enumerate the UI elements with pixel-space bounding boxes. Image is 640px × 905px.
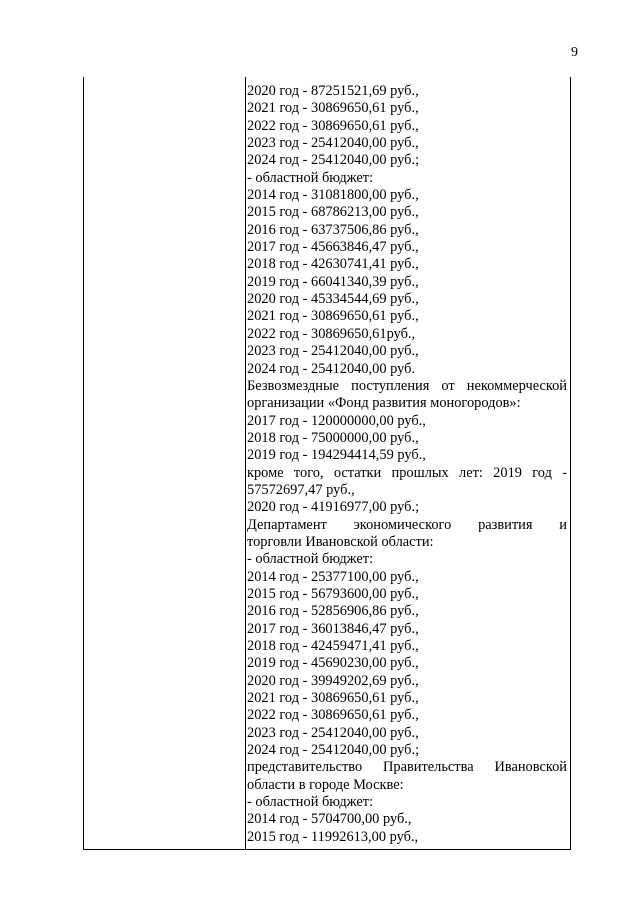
funding-line: 2019 год - 194294414,59 руб., [247, 447, 426, 464]
funding-line: 2023 год - 25412040,00 руб., [247, 724, 419, 741]
table-right-cell [247, 83, 567, 846]
funding-line: организации «Фонд развития моногородов»: [247, 395, 521, 412]
funding-line: 2014 год - 31081800,00 руб., [247, 187, 419, 204]
funding-line: 2019 год - 45690230,00 руб., [247, 655, 419, 672]
funding-line: 2024 год - 25412040,00 руб.; [247, 742, 420, 759]
funding-line: 2017 год - 45663846,47 руб., [247, 239, 419, 256]
column-divider [245, 77, 246, 849]
funding-line: 2022 год - 30869650,61 руб., [247, 707, 419, 724]
funding-line: 2015 год - 68786213,00 руб., [247, 204, 419, 221]
funding-line: 2018 год - 75000000,00 руб., [247, 429, 419, 446]
funding-line: 2018 год - 42630741,41 руб., [247, 256, 419, 273]
funding-line: - областной бюджет: [247, 169, 374, 186]
funding-line: 2023 год - 25412040,00 руб., [247, 343, 419, 360]
funding-line: 2022 год - 30869650,61руб., [247, 325, 416, 342]
funding-line: 2017 год - 36013846,47 руб., [247, 620, 419, 637]
funding-line: 2014 год - 25377100,00 руб., [247, 568, 419, 585]
funding-line: - областной бюджет: [247, 794, 374, 811]
funding-line: - областной бюджет: [247, 551, 374, 568]
funding-line: 2017 год - 120000000,00 руб., [247, 412, 426, 429]
funding-line: 2020 год - 41916977,00 руб.; [247, 499, 420, 516]
funding-line: 2021 год - 30869650,61 руб., [247, 690, 419, 707]
funding-line: представительство Правительства Ивановской [247, 759, 567, 776]
funding-table [83, 77, 571, 850]
funding-line: 2015 год - 11992613,00 руб., [247, 828, 419, 845]
funding-line: 2015 год - 56793600,00 руб., [247, 585, 419, 602]
funding-line: 2022 год - 30869650,61 руб., [247, 117, 419, 134]
funding-line: 2019 год - 66041340,39 руб., [247, 273, 419, 290]
funding-line: 2020 год - 45334544,69 руб., [247, 291, 419, 308]
page-number: 9 [571, 45, 578, 60]
funding-line: 2020 год - 87251521,69 руб., [247, 83, 419, 99]
funding-line: Департамент экономического развития и [247, 516, 567, 533]
funding-line: 2024 год - 25412040,00 руб.; [247, 152, 420, 169]
funding-line: 2016 год - 52856906,86 руб., [247, 603, 419, 620]
funding-line: области в городе Москве: [247, 776, 404, 793]
funding-line: Безвозмездные поступления от некоммерческой [247, 377, 567, 394]
funding-line: 2016 год - 63737506,86 руб., [247, 221, 419, 238]
funding-line: 2021 год - 30869650,61 руб., [247, 100, 419, 117]
table-left-cell [84, 77, 245, 849]
funding-line: 2023 год - 25412040,00 руб., [247, 135, 419, 152]
funding-line: торговли Ивановской области: [247, 533, 434, 550]
funding-line: 2024 год - 25412040,00 руб. [247, 360, 416, 377]
funding-line: 2020 год - 39949202,69 руб., [247, 672, 419, 689]
funding-line: кроме того, остатки прошлых лет: 2019 год - [247, 464, 567, 481]
funding-line: 57572697,47 руб., [247, 481, 355, 498]
funding-line: 2021 год - 30869650,61 руб., [247, 308, 419, 325]
funding-line: 2014 год - 5704700,00 руб., [247, 811, 412, 828]
funding-line: 2018 год - 42459471,41 руб., [247, 638, 419, 654]
